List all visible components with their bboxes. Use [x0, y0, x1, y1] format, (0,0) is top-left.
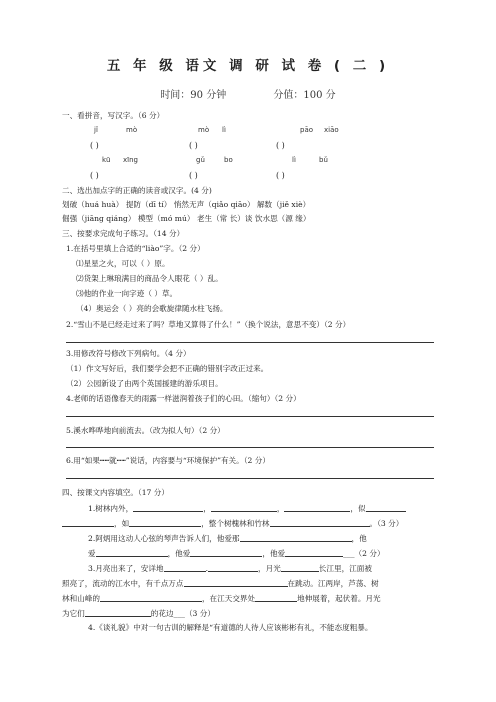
pinyin: lì [292, 156, 296, 164]
pinyin: xīng [123, 156, 138, 164]
section-2-line-1: 划破（huá huà） 提防（dī tí） 悄然无声（qiǎo qiāo） 解数（jiě xiè） [62, 200, 311, 209]
q3-1b: ⑵货架上琳琅满目的商品令人眼花（ ）乱。 [76, 274, 223, 283]
q3-2: 2.“雪山不是已经走过来了吗？草地又算得了什么！”（换个说法，意思不变）（2 分） [66, 320, 351, 329]
fill-blank[interactable] [270, 518, 370, 527]
fill-blank[interactable] [184, 578, 288, 587]
fill-blank[interactable] [211, 503, 277, 512]
q3-4: 4.老师的话语像春天的雨露一样滋润着孩子们的心田。（缩句）（2 分） [66, 394, 301, 403]
pinyin: bǔ [319, 156, 328, 164]
fill-blank[interactable] [281, 563, 319, 572]
q3-3: 3.用修改符号修改下列病句。（4 分） [66, 349, 191, 358]
q3-1: 1.在括号里填上合适的“liào”字。（2 分） [66, 244, 205, 253]
fill-blank[interactable] [100, 593, 202, 602]
q3-6: 6.用“如果┅┅就┅┅”说话，内容要与“环境保护”有关。（2 分） [66, 456, 270, 465]
q3-1c: ⑶他的作业一向字迹（ ）草。 [76, 289, 178, 298]
q3-3b: （2）公园新设了由两个英国援建的游乐项目。 [66, 379, 223, 388]
exam-score: 分值：100 分 [273, 90, 336, 101]
q4-3-line-4: 为它们 的花边___（3 分） [62, 609, 215, 618]
q3-5: 5.溪水哗哗地向前流去。（改为拟人句）（2 分） [66, 426, 225, 435]
pinyin: mò [198, 126, 210, 134]
answer-paren: ( ) [189, 141, 198, 150]
answer-line[interactable] [66, 342, 434, 343]
q4-3-line-1: 3.月亮出来了，安详地 . ，月光 长江里，江面被 [88, 564, 372, 573]
exam-info [0, 86, 496, 101]
answer-paren: ( ) [276, 141, 285, 150]
q4-1-line-2: ，如 ，整个树槐林和竹林 。（3 分） [62, 518, 403, 529]
fill-blank[interactable] [96, 548, 168, 557]
pinyin: lì [222, 126, 226, 134]
pinyin: gǔ [196, 156, 205, 164]
answer-line[interactable] [66, 447, 434, 448]
answer-line[interactable] [66, 478, 434, 479]
fill-blank[interactable] [284, 503, 350, 512]
fill-blank[interactable] [366, 503, 406, 512]
answer-paren: ( ) [90, 171, 99, 180]
answer-paren: ( ) [90, 141, 99, 150]
q4-1-line-1: 1.树林内外， ， ， ，似 [88, 503, 406, 514]
page-title: 五 年 级 语文 调 研 试 卷 ( 二 ) [106, 58, 390, 74]
section-4-heading: 四、按课文内容填空。（17 分） [62, 488, 169, 497]
fill-blank[interactable] [133, 503, 203, 512]
pinyin: pāo [300, 126, 314, 134]
pinyin: mò [126, 126, 138, 134]
fill-blank[interactable] [208, 563, 258, 572]
pinyin: kū [102, 156, 111, 164]
fill-blank[interactable] [85, 608, 151, 617]
pinyin: xiāo [324, 126, 339, 134]
fill-blank[interactable] [62, 518, 114, 527]
pinyin: bo [224, 156, 233, 164]
section-2-heading: 二、选出加点字的正确的读音或汉字。(4 分) [62, 186, 212, 195]
section-1-heading: 一、看拼音，写汉字。（6 分） [62, 111, 165, 120]
answer-paren: ( ) [276, 171, 285, 180]
fill-blank[interactable] [285, 548, 343, 557]
q3-3a: （1）作文写好后，我们要学会把不正确的错别字改正过来。 [66, 364, 269, 373]
q4-2-line-1: 2.阿炳用这动人心弦的琴声告诉人们，他爱那 ，他 [88, 534, 367, 543]
answer-paren: ( ) [189, 171, 198, 180]
q4-2-line-2: 爱 ，他爱 ，他爱 ___（2 分） [88, 549, 385, 558]
fill-blank[interactable] [129, 518, 201, 527]
section-2-line-2: 倔强（jiāng qiáng） 模型（mó mú） 老生（常 长）谈 饮水思（源 缘） [62, 214, 311, 223]
exam-time: 时间：90 分钟 [160, 90, 227, 101]
fill-blank[interactable] [255, 593, 297, 602]
fill-blank[interactable] [164, 563, 206, 572]
q4-4: 4.《谈礼貌》中对一句古训的解释是“有道德的人待人应该彬彬有礼，不能态度粗暴。 [88, 623, 373, 632]
q3-1d: （4）奥运会（ ）亮的会歌旋律随水柱飞扬。 [76, 304, 228, 313]
q4-3-line-2: 照亮了，流动的江水中，有千点万点 在跳动。江两岸，芦荡、树 [62, 579, 379, 588]
fill-blank[interactable] [240, 533, 352, 542]
q4-3-line-3: 林和山峰的 ，在江天交界处 地伸展着，起伏着。月光 [62, 594, 381, 603]
section-3-heading: 三、按要求完成句子练习。（14 分） [62, 229, 185, 238]
fill-blank[interactable] [190, 548, 262, 557]
q3-1a: ⑴星星之火，可以（ ）原。 [76, 259, 170, 268]
answer-line[interactable] [66, 416, 434, 417]
pinyin: jǐ [94, 126, 98, 134]
